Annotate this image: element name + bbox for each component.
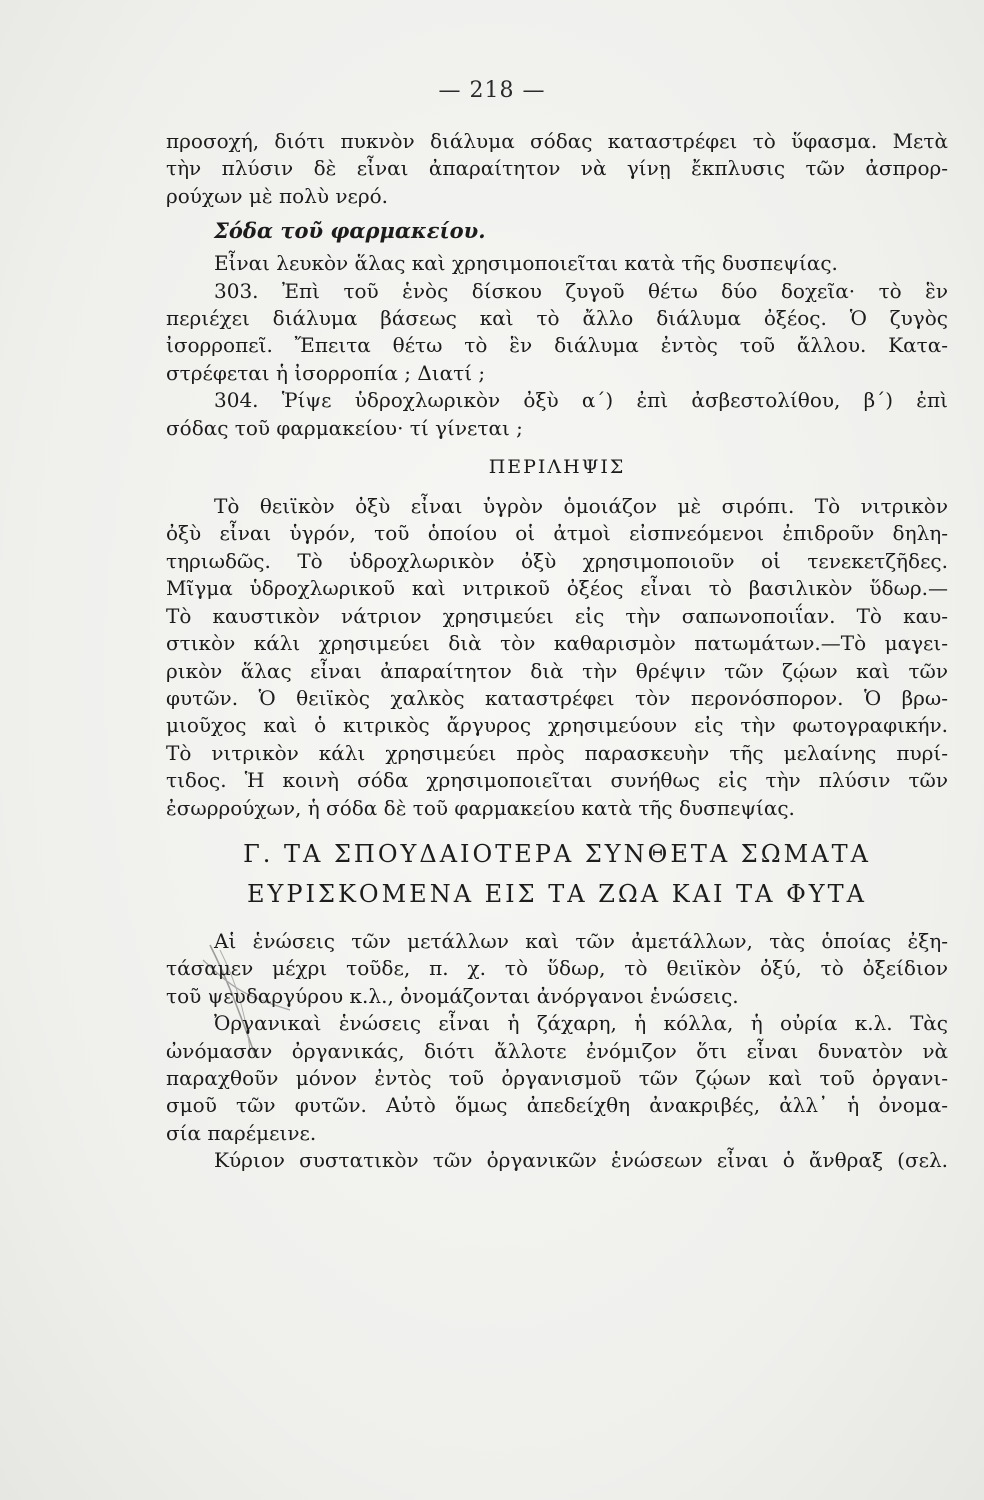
- text-line: στρέφεται ἡ ἰσορροπία ; Διατί ;: [166, 360, 486, 385]
- text-line: στικὸν κάλι χρησιμεύει διὰ τὸν καθαρισμὸν πατωμάτων.—Τὸ μαγει-: [166, 631, 948, 656]
- text-line: 304. Ῥίψε ὑδροχλωρικὸν ὀξὺ α΄) ἐπὶ ἀσβεστολίθου, β΄) ἐπὶ: [214, 388, 948, 413]
- text-line: Τὸ καυστικὸν νάτριον χρησιμεύει εἰς τὴν σαπωνοποιΐαν. Τὸ καυ-: [166, 603, 948, 628]
- paragraph-inorganic: [166, 928, 948, 1010]
- paragraph-top: [166, 128, 948, 210]
- text-line: μιοῦχος καὶ ὁ κιτρικὸς ἄργυρος χρησιμεύουν εἰς τὴν φωτογραφικήν.: [166, 713, 948, 738]
- text-line: τιδος. Ἡ κοινὴ σόδα χρησιμοποιεῖται συνήθως εἰς τὴν πλύσιν τῶν: [166, 768, 948, 793]
- page-content: [166, 128, 948, 1175]
- paragraph-carbon: [166, 1147, 948, 1174]
- text-line: Κύριον συστατικὸν τῶν ὀργανικῶν ἑνώσεων εἶναι ὁ ἄνθραξ (σελ.: [214, 1148, 948, 1173]
- text-line: τοῦ ψευδαργύρου κ.λ., ὀνομάζονται ἀνόργανοι ἑνώσεις.: [166, 983, 739, 1008]
- text-line: τὴν πλύσιν δὲ εἶναι ἀπαραίτητον νὰ γίνῃ ἔκπλυσις τῶν ἀσπρορ-: [166, 156, 948, 181]
- text-line: Αἱ ἑνώσεις τῶν μετάλλων καὶ τῶν ἀμετάλλων, τὰς ὁποίας ἐξη-: [214, 928, 948, 953]
- chapter-heading-line-1: Γ. ΤΑ ΣΠΟΥΔΑΙΟΤΕΡΑ ΣΥΝΘΕΤΑ ΣΩΜΑΤΑ: [243, 839, 871, 868]
- text-line: σία παρέμεινε.: [166, 1120, 317, 1145]
- text-line: 303. Ἐπὶ τοῦ ἑνὸς δίσκου ζυγοῦ θέτω δύο δοχεῖα· τὸ ἓν: [214, 278, 948, 303]
- text-line: ὠνόμασαν ὀργανικάς, διότι ἄλλοτε ἐνόμιζον ὅτι εἶναι δυνατὸν νὰ: [166, 1038, 948, 1063]
- text-line: τάσαμεν μέχρι τοῦδε, π. χ. τὸ ὕδωρ, τὸ θειϊκὸν ὀξύ, τὸ ὀξείδιον: [166, 956, 948, 981]
- text-line: Τὸ θειϊκὸν ὀξὺ εἶναι ὑγρὸν ὁμοιάζον μὲ σιρόπι. Τὸ νιτρικὸν: [214, 494, 948, 519]
- text-line: προσοχή, διότι πυκνὸν διάλυμα σόδας καταστρέφει τὸ ὕφασμα. Μετὰ: [166, 129, 948, 153]
- paragraph-organic: [166, 1010, 948, 1147]
- text-line: ρικὸν ἅλας εἶναι ἀπαραίτητον διὰ τὴν θρέψιν τῶν ζῴων καὶ τῶν: [166, 658, 948, 683]
- text-line: ἐσωρρούχων, ἡ σόδα δὲ τοῦ φαρμακείου κατὰ τῆς δυσπεψίας.: [166, 795, 795, 820]
- page-number: — 218 —: [438, 78, 546, 103]
- chapter-heading: [166, 834, 948, 914]
- text-line: Τὸ νιτρικὸν κάλι χρησιμεύει πρὸς παρασκευὴν τῆς μελαίνης πυρί-: [166, 740, 948, 765]
- text-line: τηριωδῶς. Τὸ ὑδροχλωρικὸν ὀξὺ χρησιμοποιοῦν οἱ τενεκετζῆδες.: [166, 548, 948, 573]
- soda-description: Εἶναι λευκὸν ἅλας καὶ χρησιμοποιεῖται κατὰ τῆς δυσπεψίας.: [214, 251, 838, 276]
- text-line: παραχθοῦν μόνον ἐντὸς τοῦ ὀργανισμοῦ τῶν ζῴων καὶ τοῦ ὀργανι-: [166, 1065, 948, 1090]
- exercise-304: [166, 387, 948, 442]
- soda-heading: Σόδα τοῦ φαρμακείου.: [214, 218, 486, 244]
- text-line: σόδας τοῦ φαρμακείου· τί γίνεται ;: [166, 415, 523, 440]
- text-line: σμοῦ τῶν φυτῶν. Αὐτὸ ὅμως ἀπεδείχθη ἀνακριβές, ἀλλ᾽ ἡ ὀνομα-: [166, 1093, 948, 1118]
- text-line: ὀξὺ εἶναι ὑγρόν, τοῦ ὁποίου οἱ ἀτμοὶ εἰσπνεόμενοι ἐπιδροῦν δηλη-: [166, 521, 948, 546]
- summary-title: ΠΕΡΙΛΗΨΙΣ: [488, 456, 626, 479]
- text-line: Ὀργανικαὶ ἑνώσεις εἶναι ἡ ζάχαρη, ἡ κόλλα, ἡ οὐρία κ.λ. Τὰς: [214, 1011, 948, 1036]
- text-line: Μῖγμα ὑδροχλωρικοῦ καὶ νιτρικοῦ ὀξέος εἶναι τὸ βασιλικὸν ὕδωρ.—: [166, 576, 948, 601]
- exercise-303: [166, 278, 948, 388]
- summary-paragraph: [166, 493, 948, 822]
- text-line: ἰσορροπεῖ. Ἔπειτα θέτω τὸ ἓν διάλυμα ἐντὸς τοῦ ἄλλου. Κατα-: [166, 333, 948, 358]
- text-line: ρούχων μὲ πολὺ νερό.: [166, 183, 389, 208]
- chapter-heading-line-2: ΕΥΡΙΣΚΟΜΕΝΑ ΕΙΣ ΤΑ ΖΩΑ ΚΑΙ ΤΑ ΦΥΤΑ: [247, 879, 867, 908]
- text-line: περιέχει διάλυμα βάσεως καὶ τὸ ἄλλο διάλυμα ὀξέος. Ὁ ζυγὸς: [166, 306, 948, 331]
- text-line: φυτῶν. Ὁ θειϊκὸς χαλκὸς καταστρέφει τὸν περονόσπορον. Ὁ βρω-: [166, 685, 948, 710]
